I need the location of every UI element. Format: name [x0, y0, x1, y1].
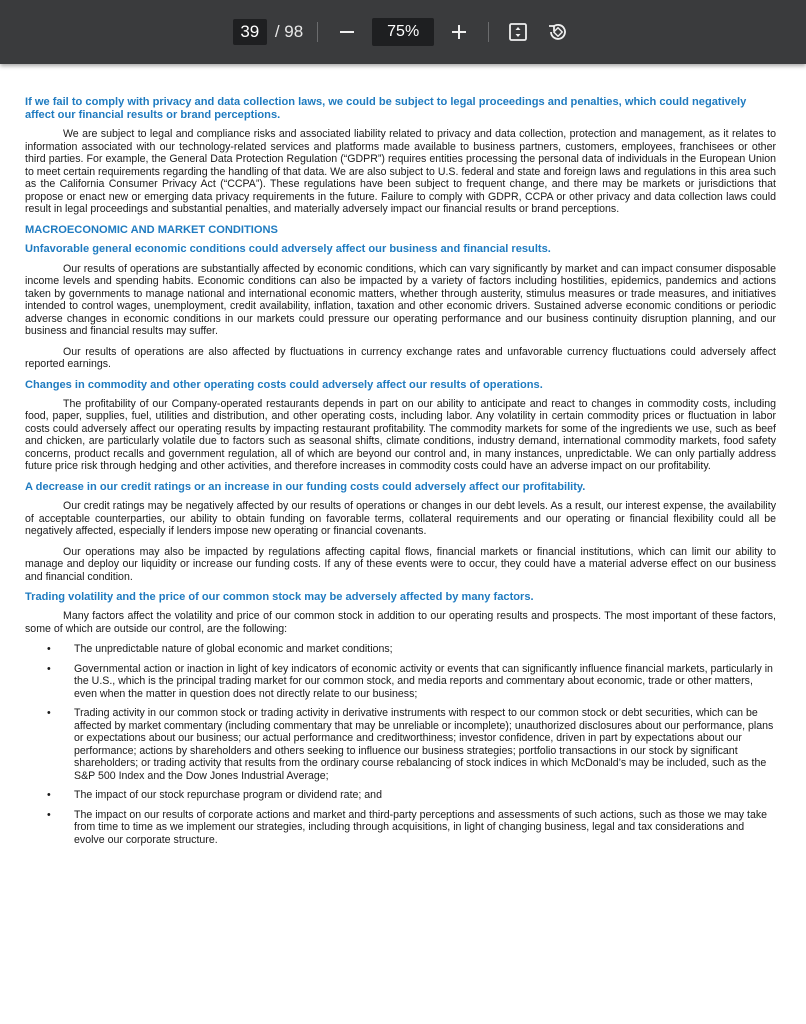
- list-item: [25, 707, 776, 782]
- section-title-macroeconomic: MACROECONOMIC AND MARKET CONDITIONS: [25, 223, 278, 236]
- toolbar-divider: [488, 22, 489, 42]
- zoom-in-button[interactable]: [444, 17, 474, 47]
- section-heading-trading: Trading volatility and the price of our common stock may be adversely affected by many factors.: [25, 591, 534, 604]
- zoom-level-input[interactable]: 75%: [372, 18, 434, 46]
- list-item: [25, 789, 776, 802]
- paragraph: Our results of operations are substantially affected by economic conditions, which can vary significantly by market and can impact consumer disposable income levels and spending habits. Economic conditions can also be impacted by a variety of factors including hostilities, epidemics, pandemics and actions taken by governments to manage national and international economic matters, whether through austerity, stimulus measures or trade measures, and initiatives intended to control wages, unemployment, credit availability, inflation, taxation and other economic drivers. Sustained adverse economic conditions or periodic adverse changes in economic conditions in our markets could pressure our operating performance and our business continuity disruption planning, and our business and financial results may suffer.: [25, 262, 776, 338]
- bullet: •: [47, 808, 51, 821]
- fit-to-page-button[interactable]: [503, 17, 533, 47]
- section-heading-commodity: Changes in commodity and other operating costs could adversely affect our results of operations.: [25, 378, 543, 391]
- rotate-button[interactable]: [543, 17, 573, 47]
- pdf-toolbar: [0, 0, 806, 64]
- list-item-text: The impact on our results of corporate actions and market and third-party perceptions and assessments of such actions, such as those we may take from time to time as we implement our strategies, including through acquisitions, in light of changing business, legal and tax considerations and evolve our corporate structure.: [74, 808, 768, 846]
- bullet: •: [47, 707, 51, 720]
- list-item: [25, 809, 776, 847]
- paragraph: Our results of operations are also affected by fluctuations in currency exchange rates and unfavorable currency fluctuations could adversely affect reported earnings.: [25, 345, 776, 371]
- page-total: / 98: [274, 22, 304, 41]
- list-item-text: The impact of our stock repurchase program or dividend rate; and: [74, 789, 382, 802]
- section-heading-privacy: If we fail to comply with privacy and data collection laws, we could be subject to legal proceedings and penalties, which could negatively affect our financial results or brand perceptions.: [25, 96, 747, 122]
- bullet: •: [47, 643, 51, 656]
- list-item: [25, 663, 776, 701]
- zoom-out-button[interactable]: [332, 17, 362, 47]
- toolbar-controls: [233, 17, 573, 47]
- section-heading-economic: Unfavorable general economic conditions could adversely affect our business and financial results.: [25, 243, 551, 256]
- rotate-icon: [547, 21, 569, 43]
- list-item: [25, 643, 776, 656]
- paragraph: Many factors affect the volatility and price of our common stock in addition to our operating results and prospects. The most important of these factors, some of which are outside our control, are the following:: [25, 610, 776, 635]
- list-item-text: Governmental action or inaction in light of key indicators of economic activity or events that can significantly influence financial markets, particularly in the U.S., which is the principal trading market for our common stock, and media reports and commentary about economic, trade or other matters, even when the matter in question does not directly relate to our business;: [74, 662, 773, 700]
- document-page: [0, 64, 806, 846]
- section-heading-credit: A decrease in our credit ratings or an increase in our funding costs could adversely affect our profitability.: [25, 480, 586, 493]
- paragraph: The profitability of our Company-operated restaurants depends in part on our ability to anticipate and react to changes in commodity costs, including food, paper, supplies, fuel, utilities and distribution, and other operating costs, including labor. Any volatility in certain commodity prices or fluctuation in labor costs could adversely affect our operating results by impacting restaurant profitability. The commodity markets for some of the ingredients we use, such as beef and chicken, are particularly volatile due to factors such as seasonal shifts, climate conditions, industry demand, international commodity markets, food safety concerns, product recalls and government regulation, all of which are beyond our control and, in many instances, unpredictable. We can only partially address future price risk through hedging and other activities, and therefore increases in commodity costs could have an adverse impact on our profitability.: [25, 397, 776, 473]
- bullet: •: [47, 662, 51, 675]
- paragraph: We are subject to legal and compliance risks and associated liability related to privacy and data collection, protection and management, as it relates to information associated with our technology-related services and platforms made available to business partners, customers, employees, franchisees or other third parties. For example, the General Data Protection Regulation (“GDPR”) requires entities processing the personal data of individuals in the European Union to meet certain requirements regarding the handling of that data. We are also subject to U.S. federal and state and foreign laws and regulations in this area such as the California Consumer Privacy Act (“CCPA”). These regulations have been subject to frequent change, and there may be markets or jurisdictions that propose or enact new or emerging data privacy requirements in the future. Failure to comply with GDPR, CCPA or other privacy and data collection laws could result in legal proceedings and substantial penalties, and materially adversely impact our financial results or brand perceptions.: [25, 128, 776, 216]
- minus-icon: [339, 24, 355, 40]
- page-number-input[interactable]: 39: [233, 19, 267, 45]
- toolbar-divider: [317, 22, 318, 42]
- bullet: •: [47, 789, 51, 802]
- list-item-text: The unpredictable nature of global economic and market conditions;: [74, 643, 393, 656]
- plus-icon: [451, 24, 467, 40]
- fit-page-icon: [508, 22, 528, 42]
- list-item-text: Trading activity in our common stock or trading activity in derivative instruments with respect to our common stock or debt securities, which can be affected by market commentary (including commentary that may be unreliable or incomplete); unauthorized disclosures about our performance, plans or expectations about our business; our actual performance and creditworthiness; investor confidence, driven in part by expectations about our performance; actions by shareholders and others seeking to influence our business strategies; portfolio transactions in our stock by significant shareholders; or trading activity that results from the ordinary course rebalancing of stock indices in which McDonald’s may be included, such as the S&P 500 Index and the Dow Jones Industrial Average;: [74, 707, 774, 782]
- paragraph: Our credit ratings may be negatively affected by our results of operations or changes in our debt levels. As a result, our interest expense, the availability of acceptable counterparties, our ability to obtain funding on favorable terms, collateral requirements and our operating or financial flexibility could all be negatively affected, especially if lenders impose new operating or financial covenants.: [25, 500, 776, 538]
- paragraph: Our operations may also be impacted by regulations affecting capital flows, financial markets or financial institutions, which can limit our ability to manage and deploy our liquidity or increase our funding costs. If any of these events were to occur, they could have a material adverse effect on our business and financial condition.: [25, 545, 776, 583]
- factor-list: [25, 643, 776, 846]
